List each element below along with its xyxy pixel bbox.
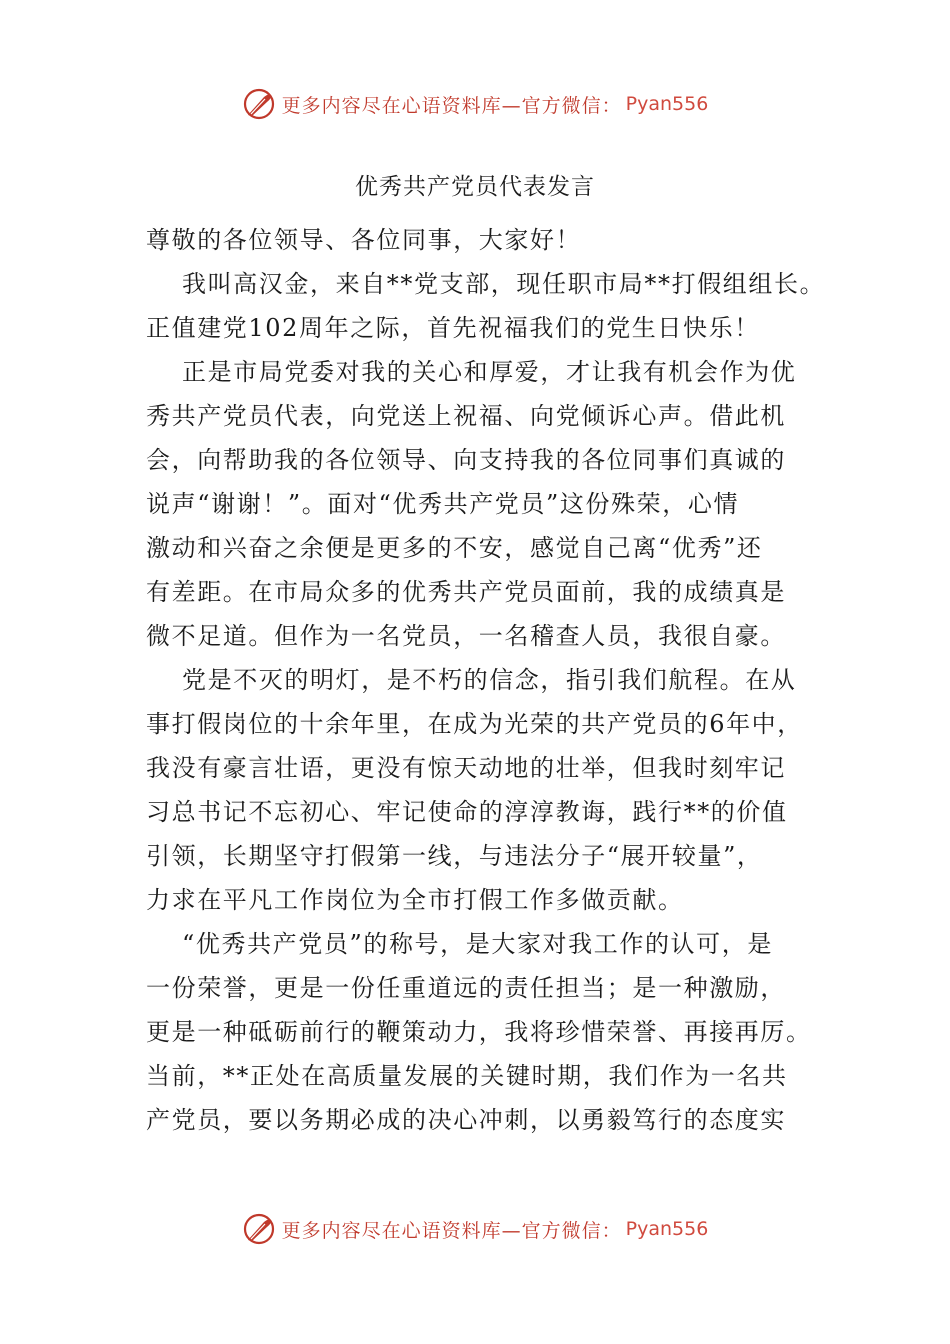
header-watermark [0,84,950,124]
body-line: 我没有豪言壮语，更没有惊天动地的壮举，但我时刻牢记 [146,754,786,782]
body-line: 产党员，要以务期必成的决心冲刺，以勇毅笃行的态度实 [146,1106,786,1134]
watermark-wechat-id: Pyan556 [625,93,709,115]
watermark-wechat-id: Pyan556 [625,1218,709,1240]
body-line: 更是一种砥砺前行的鞭策动力，我将珍惜荣誉、再接再厉。 [146,1018,812,1046]
body-line: 力求在平凡工作岗位为全市打假工作多做贡献。 [146,886,684,914]
body-line: 引领，长期坚守打假第一线，与违法分子“展开较量”， [146,842,763,870]
body-line: 正是市局党委对我的关心和厚爱，才让我有机会作为优 [182,358,797,386]
body-line: 习总书记不忘初心、牢记使命的淳淳教诲，践行**的价值 [146,798,788,826]
body-line: 党是不灭的明灯，是不朽的信念，指引我们航程。在从 [182,666,797,694]
document-body [146,218,826,1142]
document-title: 优秀共产党员代表发言 [355,174,595,200]
body-line: 微不足道。但作为一名党员，一名稽查人员，我很自豪。 [146,622,786,650]
body-line: 秀共产党员代表，向党送上祝福、向党倾诉心声。借此机 [146,402,786,430]
body-line: 尊敬的各位领导、各位同事，大家好！ [146,226,582,254]
body-line: 一份荣誉，更是一份任重道远的责任担当；是一种激励， [146,974,786,1002]
footer-watermark [0,1209,950,1249]
body-line: 我叫高汉金，来自**党支部，现任职市局**打假组组长。 [182,270,826,298]
body-line: “优秀共产党员”的称号，是大家对我工作的认可，是 [182,930,773,958]
watermark-text: 更多内容尽在心语资料库—官方微信： [281,1219,622,1242]
body-line: 正值建党102周年之际，首先祝福我们的党生日快乐！ [146,314,760,342]
body-line: 事打假岗位的十余年里，在成为光荣的共产党员的6年中， [146,710,803,738]
quill-pen-logo-icon [242,87,276,121]
body-line: 激动和兴奋之余便是更多的不安，感觉自己离“优秀”还 [146,534,763,562]
body-line: 说声“谢谢！”。面对“优秀共产党员”这份殊荣，心情 [146,490,740,518]
body-line: 当前，**正处在高质量发展的关键时期，我们作为一名共 [146,1062,788,1090]
watermark-text: 更多内容尽在心语资料库—官方微信： [281,94,622,117]
body-line: 有差距。在市局众多的优秀共产党员面前，我的成绩真是 [146,578,786,606]
quill-pen-logo-icon [242,1212,276,1246]
body-line: 会，向帮助我的各位领导、向支持我的各位同事们真诚的 [146,446,786,474]
